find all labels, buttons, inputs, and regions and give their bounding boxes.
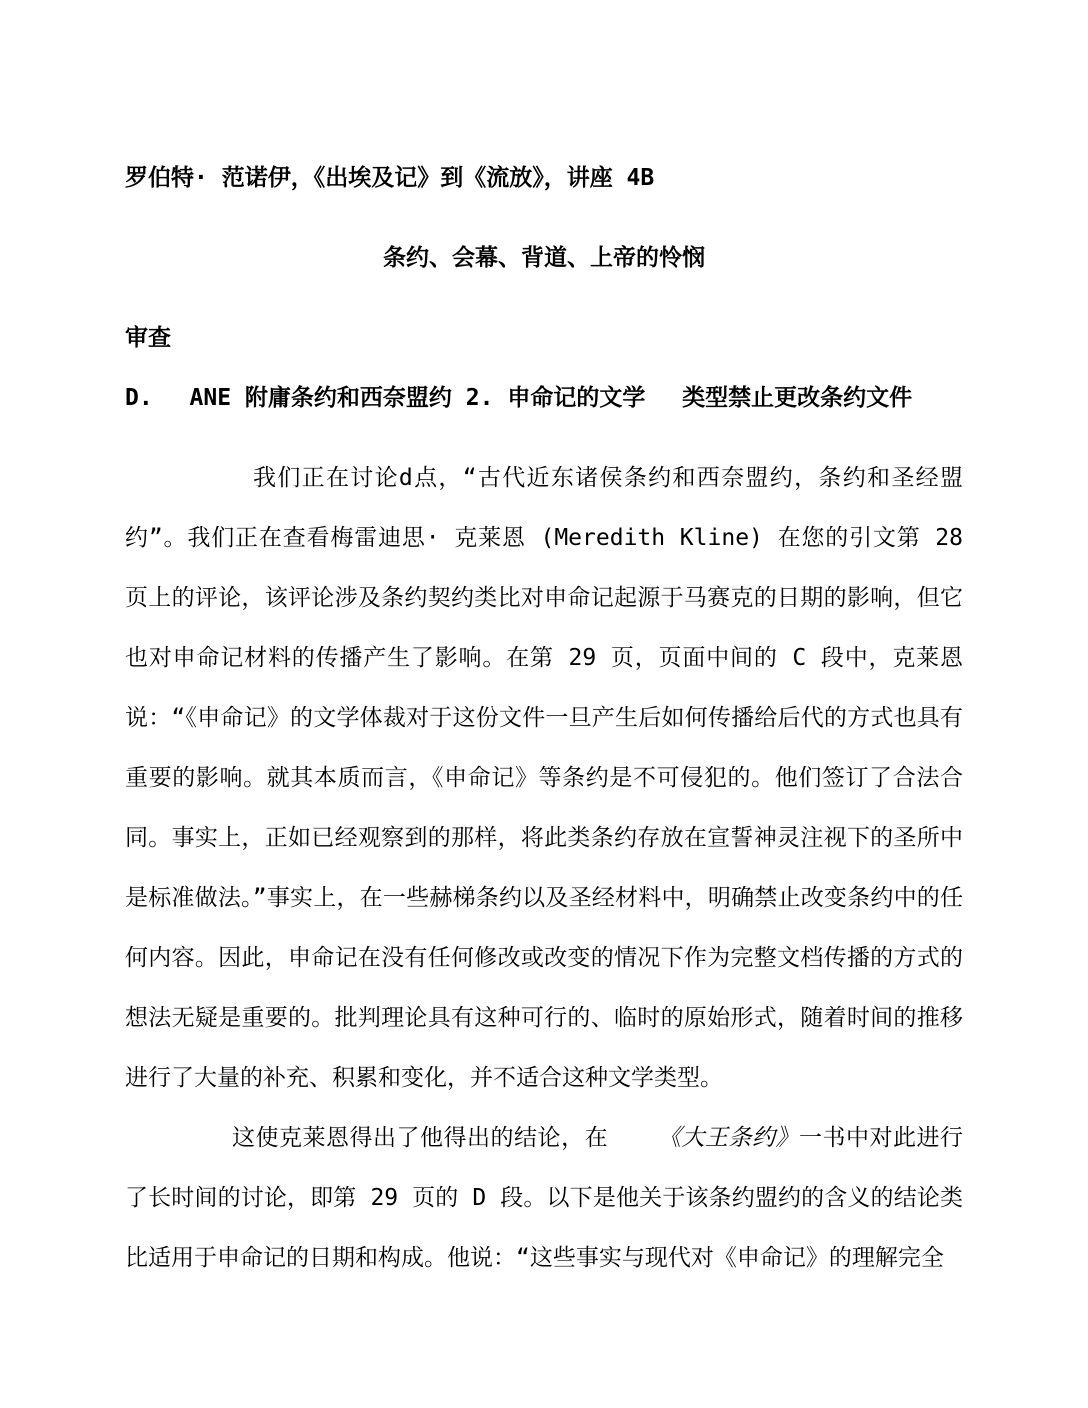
paragraph-1: 我们正在讨论d点，“古代近东诸侯条约和西奈盟约，条约和圣经盟约”。我们正在查看梅雷迪思· 克莱恩 (Meredith Kline) 在您的引文第 28 页上的评论，该评论涉及条约契约类比对申命记起源于马赛克的日期的影响，但它也对申命记材料的传播产生了影响。在第 29 页，页面中间的 C 段中，克莱恩说：“《申命记》的文学体裁对于这份文件一旦产生后如何传播给后代的方式也具有重要的影响。就其本质而言，《申命记》等条约是不可侵犯的。他们签订了合法合同。事实上，正如已经观察到的那样，将此类条约存放在宣誓神灵注视下的圣所中是标准做法。”事实上，在一些赫梯条约以及圣经材料中，明确禁止改变条约中的任何内容。因此，申命记在没有任何修改或改变的情况下作为完整文档传播的方式的想法无疑是重要的。批判理论具有这种可行的、临时的原始形式，随着时间的推移进行了大量的补充、积累和变化，并不适合这种文学类型。 xyxy=(125,465,963,1091)
paragraph-2-text-before: 这使克莱恩得出了他得出的结论，在 xyxy=(232,1125,670,1151)
outline-heading: D. ANE 附庸条约和西奈盟约 2. 申命记的文学 类型禁止更改条约文件 xyxy=(125,385,913,411)
document-title: 条约、会幕、背道、上帝的怜悯 xyxy=(383,245,705,271)
review-heading: 审查 xyxy=(125,325,171,351)
book-title-italic: 《大王条约》 xyxy=(669,1125,799,1151)
paragraph-2-text-after: 一书中对此进行了长时间的讨论，即第 29 页的 D 段。以下是他关于该条约盟约的含义的结论类比适用于申命记的日期和构成。他说：“这些事实与现代对《申命记》的理解完全 xyxy=(125,1125,963,1271)
document-header-line: 罗伯特· 范诺伊，《出埃及记》到《流放》，讲座 4B xyxy=(125,165,655,191)
paragraph-2 xyxy=(125,1108,963,1288)
